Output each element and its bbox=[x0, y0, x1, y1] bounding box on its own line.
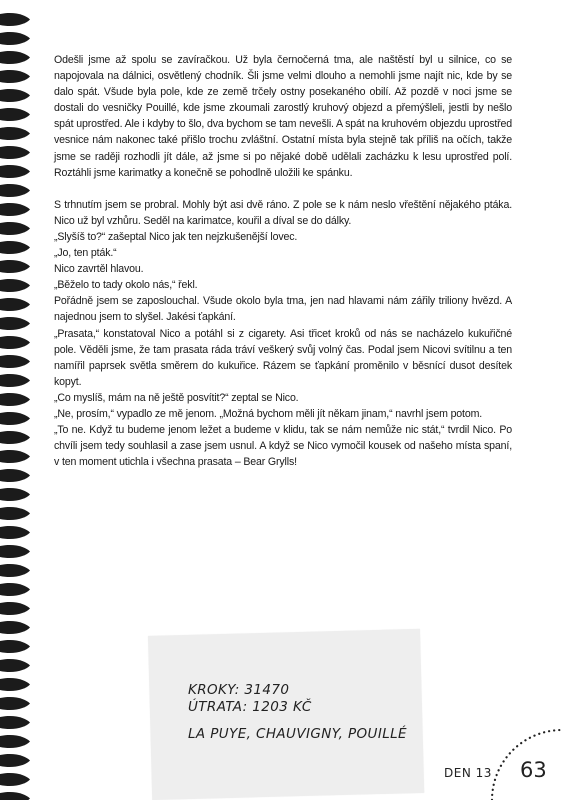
spiral-ring bbox=[0, 792, 30, 800]
spiral-ring bbox=[0, 659, 30, 672]
spiral-ring bbox=[0, 773, 30, 786]
spiral-ring bbox=[0, 355, 30, 368]
spiral-ring bbox=[0, 450, 30, 463]
spiral-ring bbox=[0, 678, 30, 691]
spiral-ring bbox=[0, 241, 30, 254]
spiral-ring bbox=[0, 488, 30, 501]
spiral-ring bbox=[0, 13, 30, 26]
note-text bbox=[188, 682, 407, 743]
spiral-ring bbox=[0, 431, 30, 444]
spiral-ring bbox=[0, 564, 30, 577]
spiral-ring bbox=[0, 165, 30, 178]
spiral-binding bbox=[0, 0, 40, 800]
spiral-ring bbox=[0, 70, 30, 83]
spiral-ring bbox=[0, 393, 30, 406]
paragraph: „Ne, prosím,“ vypadlo ze mě jenom. „Možná bychom měli jít někam jinam,“ navrhl jsem potom. bbox=[54, 407, 483, 420]
spiral-ring bbox=[0, 735, 30, 748]
spiral-ring bbox=[0, 51, 30, 64]
spiral-ring bbox=[0, 545, 30, 558]
paragraph: „To ne. Když tu budeme jenom ležet a budeme v klidu, tak se nám nemůže nic stát,“ tvrdil Nico. Po chvíli jsem tedy souhlasil a zase jsem usnul. A když se Nico vymočil kousek od našeho místa spaní, v ten moment utichla i všechna prasata – Bear Grylls! bbox=[54, 424, 512, 469]
paragraph: „Slyšíš to?“ zašeptal Nico jak ten nejzkušenější lovec. bbox=[54, 230, 298, 243]
spiral-ring bbox=[0, 108, 30, 121]
spiral-ring bbox=[0, 374, 30, 387]
spiral-ring bbox=[0, 640, 30, 653]
spiral-ring bbox=[0, 716, 30, 729]
spiral-ring bbox=[0, 602, 30, 615]
day-label: DEN 13 bbox=[444, 766, 492, 780]
spiral-ring bbox=[0, 317, 30, 330]
paragraph: Odešli jsme až spolu se zavíračkou. Už byla černočerná tma, ale naštěstí byl u silnice, co se napojovala na dálnici, osvětlený chodník. Šli jsme velmi dlouho a nemohli jsme najít nic, kde by se dalo spát. Všude byla pole, kde ze země trčely ostny posekaného obilí. Až pozdě v noci jsme se dostali do vesničky Pouillé, kde jsme zkoumali zarostlý kruhový objezd a přemýšleli, jestli by nešlo spát uprostřed. Ale i kdyby to šlo, dva bychom se tam nevešli. A spát na kruhovém objezdu uprostřed vesnice nám nakonec také přišlo trochu zvláštní. Ostatní místa byla stejně tak příliš na očích, takže jsme se raději rozhodli jít dále, až jsme si po nějaké době udělali zacházku k lesu uprostřed polí. Roztáhli jsme karimatky a konečně se pohodlně uložili ke spánku. bbox=[54, 54, 513, 179]
spiral-ring bbox=[0, 412, 30, 425]
spiral-ring bbox=[0, 298, 30, 311]
paragraph: „Prasata,“ konstatoval Nico a potáhl si z cigarety. Asi třicet kroků od nás se nacházelo kukuřičné pole. Věděli jsme, že tam prasata ráda tráví veškerý svůj volný čas. Podal jsem Nicovi svítilnu a ten namířil paprsek světla směrem do kukuřice. Rázem se ťapkání proměnilo v běsnící dusot desítek kopyt. bbox=[54, 327, 512, 388]
spiral-ring bbox=[0, 89, 30, 102]
story-text bbox=[54, 52, 512, 470]
paragraph: Pořádně jsem se zaposlouchal. Všude okolo byla tma, jen nad hlavami nám zářily triliony hvězd. A najednou jsem to slyšel. Jakési ťapkání. bbox=[54, 295, 512, 324]
spiral-ring bbox=[0, 754, 30, 767]
paragraph: Nico zavrtěl hlavou. bbox=[54, 263, 144, 276]
spiral-ring bbox=[0, 621, 30, 634]
page-number: 63 bbox=[520, 758, 547, 782]
spiral-ring bbox=[0, 279, 30, 292]
paragraph: „Jo, ten pták.“ bbox=[54, 247, 117, 260]
spiral-ring bbox=[0, 526, 30, 539]
spiral-ring bbox=[0, 697, 30, 710]
spiral-ring bbox=[0, 146, 30, 159]
spiral-ring bbox=[0, 127, 30, 140]
spiral-ring bbox=[0, 222, 30, 235]
spiral-ring bbox=[0, 507, 30, 520]
spiral-ring bbox=[0, 32, 30, 45]
steps-count: KROKY: 31470 bbox=[188, 682, 290, 698]
paragraph: „Co myslíš, mám na ně ještě posvítit?“ zeptal se Nico. bbox=[54, 391, 299, 404]
paragraph: „Běželo to tady okolo nás,“ řekl. bbox=[54, 279, 198, 292]
spiral-ring bbox=[0, 184, 30, 197]
places-visited: LA PUYE, CHAUVIGNY, POUILLÉ bbox=[188, 726, 407, 742]
spiral-ring bbox=[0, 469, 30, 482]
spending-amount: ÚTRATA: 1203 KČ bbox=[188, 699, 312, 715]
spiral-ring bbox=[0, 336, 30, 349]
spiral-ring bbox=[0, 203, 30, 216]
spiral-ring bbox=[0, 260, 30, 273]
spiral-ring bbox=[0, 583, 30, 596]
paragraph: S trhnutím jsem se probral. Mohly být asi dvě ráno. Z pole se k nám neslo vřeštění nějakého ptáka. Nico už byl vzhůru. Seděl na karimatce, kouřil a díval se do dálky. bbox=[54, 198, 512, 227]
